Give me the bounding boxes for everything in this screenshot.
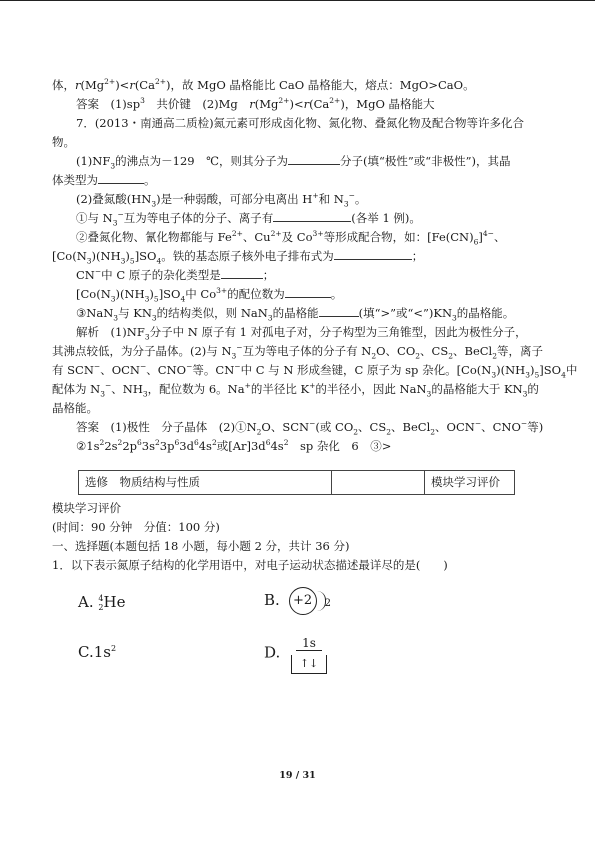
orbital-box: ↑↓: [291, 655, 327, 674]
q7-item2-cn: CN−中 C 原子的杂化类型是 ；: [76, 267, 275, 282]
table-empty-cell: [332, 471, 425, 495]
q7-sub2: (2)叠氮酸$(HN_3)$是一种弱酸，可部分电离出 H+和 $N_3^-$。: [76, 191, 367, 209]
table-left-cell: 选修 物质结构与性质: [79, 471, 332, 495]
q7-item3: ③NaN$_3$与 $KN_3$的结构类似，则 NaN$_3$的晶格能 (填“>”或“$<”)KN_3$的晶格能。: [76, 306, 515, 323]
nucleus-circle: +2: [289, 587, 317, 615]
q7-item2-co: $[Co(N_3)(NH_3)_5]SO_4$中 $Co^{3+}$的配位数为 。: [76, 286, 343, 304]
explanation-line-5: 晶格能。: [52, 401, 98, 415]
option-a-mass: 4: [98, 594, 104, 603]
answer-line-1: 答案 $(1)sp^3$ 共价键 (2)Mg $r(Mg^{2+})<r(Ca^{2+})$，MgO 晶格能大: [76, 96, 435, 111]
q7-item1: ①与 $N_3^-$互为等电子体的分子、离子有 (各举 1 例)。: [76, 210, 421, 228]
answer-options: [52, 583, 548, 683]
module-title: 模块学习评价: [52, 501, 121, 515]
answer-line-2: 答案 (1)极性 分子晶体 $(2)①N_2O$、SCN−(或 $CO_2$、$CS_2$、BeCl$_2$、OCN−、CNO−等): [76, 419, 544, 437]
q7-item2-cont: $[Co(N_3)(NH_3)_5]SO_4$。铁的基态原子核外电子排布式为 ；: [52, 249, 424, 266]
option-a: A. 4 2He: [78, 593, 126, 612]
q7-sub1-cont: 体类型为 。: [52, 173, 156, 187]
question-1: 1．以下表示氮原子结构的化学用语中，对电子运动状态描述最详尽的是( ): [52, 558, 448, 572]
option-a-symbol: He: [103, 593, 126, 611]
electron-shell-arc: 2: [317, 591, 326, 611]
orbital-diagram: 1s ↑↓: [291, 633, 327, 674]
document-body: [52, 76, 578, 683]
option-b: B. +2 2: [264, 587, 326, 615]
explanation-line-4: 配体为 $N_3^-$、$NH_3$，配位数为 6。Na+的半径比 K+的半径小，因此 NaN$_3$的晶格能大于 $KN_3$的: [52, 381, 539, 399]
q7-item2: ②叠氮化物、氰化物都能与 $Fe^{2+}$、$Cu^{2+}$及 $Co^{3+}$等形成配合物，如：$[Fe(CN)_6]^{4-}$、: [76, 229, 506, 247]
section-heading: 一、选择题(本题包括 18 小题，每小题 2 分，共计 36 分): [52, 539, 350, 553]
option-a-number: 2: [98, 603, 104, 612]
page-number: 19 / 31: [279, 770, 316, 781]
option-c: $C.1s^2$: [78, 643, 117, 661]
explanation-line-2: 其沸点较低，为分子晶体。(2)与 $N_3^-$互为等电子体的分子有 $N_2O$、$CO_2$、$CS_2$、BeCl$_2$等，离子: [52, 343, 544, 361]
module-time: (时间：90 分钟 分值：100 分): [52, 520, 220, 534]
answer-line-3: $②1s^22s^22p^63s^23p^63d^64s^2$或$[Ar]3d^64s^2$ sp 杂化 6 ③>: [76, 438, 392, 453]
explanation-line-3: 有 SCN−、OCN−、CNO−等。CN−中 C 与 N 形成叁键，C 原子为 sp 杂化。$[Co(N_3)(NH_3)_5]SO_4$中: [52, 362, 578, 380]
module-header-table: [78, 470, 515, 495]
intro-line: 体，$r(Mg^{2+})<r(Ca^{2+})$，故 MgO 晶格能比 CaO 晶格能大，熔点：MgO>CaO。: [52, 77, 475, 92]
q7-sub1: $(1)NF_3$的沸点为－129 ℃，则其分子为 分子(填“极性”或“非极性”)，其晶: [76, 154, 511, 171]
explanation-line-1: 解析 $(1)NF_3$分子中 N 原子有 1 对孤电子对，分子构型为三角锥型，因此为极性分子，: [76, 325, 527, 342]
question-7-line-2: 物。: [52, 135, 75, 149]
question-7-line-1: 7．(2013・南通高二质检)氮元素可形成卤化物、氮化物、叠氮化物及配合物等许多化合: [76, 116, 525, 130]
top-rule: [0, 0, 595, 1]
table-right-cell: 模块学习评价: [425, 471, 515, 495]
option-d: D. 1s ↑↓: [264, 633, 327, 674]
